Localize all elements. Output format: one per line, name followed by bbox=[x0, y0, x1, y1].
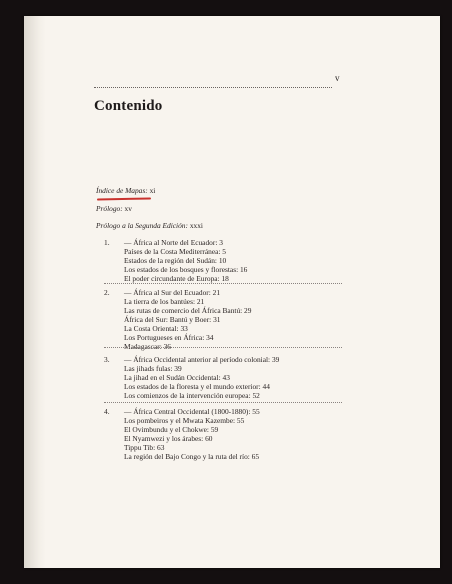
section-entry: La región del Bajo Congo y la ruta del río: 65 bbox=[124, 452, 260, 462]
front-matter-second-prologue bbox=[96, 221, 203, 230]
front-matter-page: xv bbox=[124, 204, 132, 213]
front-matter-page: xi bbox=[149, 186, 156, 195]
chapter-title: — África Occidental anterior al período colonial: 39 bbox=[124, 355, 280, 364]
section-entry: Estados de la región del Sudán: 10 bbox=[124, 256, 227, 266]
page-number: v bbox=[335, 73, 340, 83]
chapter-heading bbox=[104, 355, 424, 364]
section-entry: Los estados de la floresta y el mundo exterior: 44 bbox=[124, 382, 270, 392]
front-matter-prologue bbox=[96, 204, 132, 213]
section-entry: El Ovimbundu y el Chokwe: 59 bbox=[124, 425, 219, 435]
section-entry: La Costa Oriental: 33 bbox=[124, 324, 188, 334]
section-entry: La jihad en el Sudán Occidental: 43 bbox=[124, 373, 230, 383]
section-entry: Las jihads fulas: 39 bbox=[124, 364, 182, 373]
section-entry: Los comienzos de la intervención europea: 52 bbox=[124, 391, 260, 401]
section-entry: Las rutas de comercio del África Bantú: 29 bbox=[124, 306, 252, 316]
section-entry: Tippu Tib: 63 bbox=[124, 443, 165, 453]
page-binding-edge bbox=[24, 16, 46, 568]
chapter-1 bbox=[104, 238, 424, 283]
section-entry: África del Sur: Bantú y Boer: 31 bbox=[124, 315, 221, 325]
chapter-divider bbox=[104, 347, 342, 348]
front-matter-label: Prólogo a la Segunda Edición: bbox=[96, 221, 188, 230]
header-dotted-rule bbox=[94, 87, 332, 88]
front-matter-label: Índice de Mapas: bbox=[96, 186, 148, 195]
chapter-divider bbox=[104, 283, 342, 284]
chapter-title: — África al Norte del Ecuador: 3 bbox=[124, 238, 223, 247]
front-matter-label: Prólogo: bbox=[96, 204, 123, 213]
section-entry: La tierra de los bantúes: 21 bbox=[124, 297, 205, 306]
chapter-title: — África Central Occidental (1800-1880): 55 bbox=[124, 407, 260, 416]
section-entry: El Nyamwezi y los árabes: 60 bbox=[124, 434, 213, 444]
page-title: Contenido bbox=[94, 98, 163, 114]
chapter-heading bbox=[104, 238, 424, 247]
chapter-number: 4. bbox=[104, 407, 110, 416]
chapter-heading bbox=[104, 288, 424, 297]
section-entry: Los pombeiros y el Mwata Kazembe: 55 bbox=[124, 416, 245, 425]
chapter-4 bbox=[104, 407, 424, 461]
section-entry: Madagascar: 36 bbox=[124, 342, 171, 352]
chapter-number: 1. bbox=[104, 238, 110, 247]
chapter-number: 2. bbox=[104, 288, 110, 297]
chapter-2 bbox=[104, 288, 424, 352]
section-entry: Los Portugueses en África: 34 bbox=[124, 333, 214, 343]
chapter-3 bbox=[104, 355, 424, 400]
chapter-heading bbox=[104, 407, 424, 416]
chapter-divider bbox=[104, 402, 342, 403]
section-entry: Los estados de los bosques y florestas: 16 bbox=[124, 265, 248, 275]
chapter-title: — África al Sur del Ecuador: 21 bbox=[124, 288, 221, 297]
section-entry: El poder circundante de Europa: 18 bbox=[124, 274, 229, 284]
front-matter-maps bbox=[96, 186, 155, 195]
front-matter-page: xxxi bbox=[189, 221, 203, 230]
section-entry: Países de la Costa Mediterránea: 5 bbox=[124, 247, 227, 256]
chapter-number: 3. bbox=[104, 355, 110, 364]
